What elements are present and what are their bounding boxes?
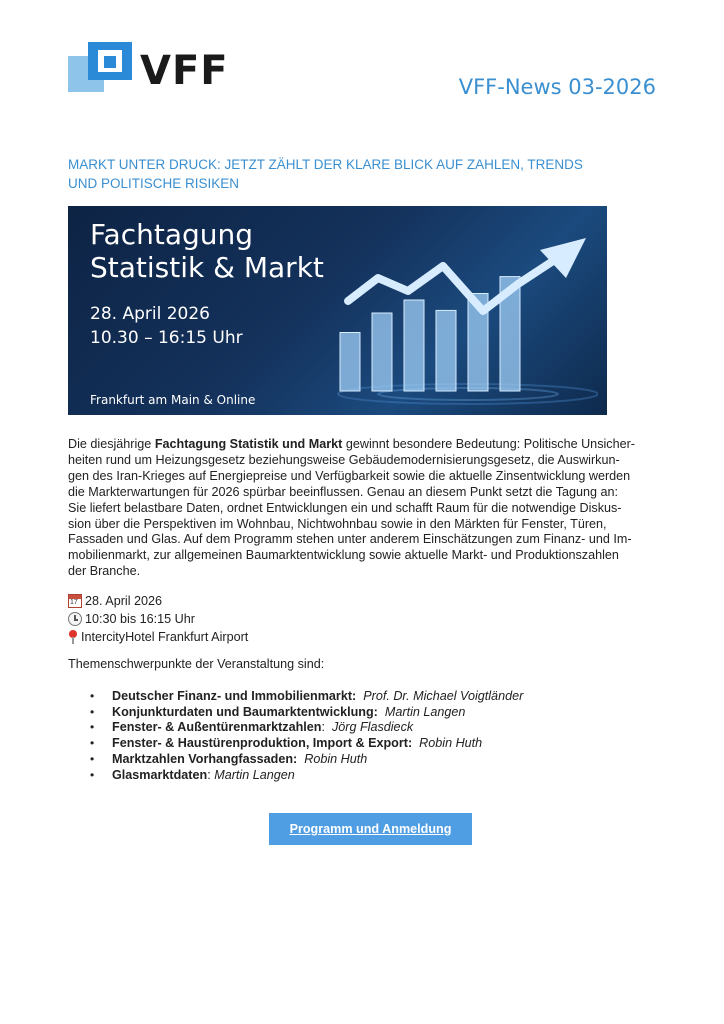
list-item [90, 752, 523, 768]
topic-speaker: Robin Huth [419, 736, 483, 751]
fact-date-text: 28. April 2026 [85, 594, 163, 608]
topic-separator: : [207, 767, 211, 782]
news-number: VFF-News 03-2026 [458, 75, 656, 99]
intro-pre: Die diesjährige [68, 437, 155, 451]
topic-speaker: Robin Huth [304, 751, 368, 766]
intro-paragraph [68, 437, 658, 580]
list-item [90, 705, 523, 721]
topic-title: Marktzahlen Vorhangfassaden: [112, 751, 298, 766]
banner-chart-graphic [318, 226, 598, 406]
banner-datetime [90, 302, 243, 350]
topic-speaker: Martin Langen [384, 704, 466, 719]
themen-intro: Themenschwerpunkte der Veranstaltung sind: [68, 657, 325, 671]
clock-icon [68, 612, 82, 626]
banner-bar [436, 310, 456, 391]
banner-time: 10.30 – 16:15 Uhr [90, 328, 243, 348]
logo-wordmark: VFF [140, 48, 229, 94]
headline [68, 155, 588, 193]
intro-line: heiten rund um Heizungsgesetz beziehungsweise Gebäudemodernisierungsgesetz, die Auswirkun- [68, 452, 620, 467]
banner-bar [372, 313, 392, 391]
intro-line: Fassaden und Glas. Auf dem Programm stehen unter anderem Einschätzungen zum Finanz- und Im- [68, 532, 632, 547]
banner-title-line-1: Fachtagung [90, 218, 254, 251]
banner-place: Frankfurt am Main & Online [90, 393, 256, 407]
intro-line: Sie liefert belastbare Daten, ordnet Entwicklungen ein und schafft Raum für die notwendige Diskus- [68, 500, 622, 515]
program-registration-button[interactable]: Programm und Anmeldung [269, 813, 472, 845]
intro-line: mobilienmarkt, zur allgemeinen Baumarktentwicklung sowie aktuelle Markt- und Produktionszahlen [68, 548, 619, 563]
list-item [90, 768, 523, 784]
topic-title: Glasmarktdaten [112, 767, 208, 782]
intro-line: sion über die Perspektiven im Wohnbau, Nichtwohnbau sowie in den Märkten für Fenster, Türen, [68, 516, 607, 531]
banner-bar [340, 333, 360, 392]
intro-line [68, 437, 658, 453]
list-item [90, 720, 523, 736]
trend-arrow-line [348, 261, 553, 311]
headline-line-1: MARKT UNTER DRUCK: JETZT ZÄHLT DER KLARE BLICK AUF ZAHLEN, TRENDS [68, 157, 583, 172]
topic-speaker: Jörg Flasdieck [331, 720, 414, 735]
event-facts [68, 592, 248, 646]
list-item [90, 736, 523, 752]
intro-line: gen des Iran-Krieges auf Energiepreise und Verfügbarkeit sowie die aktuelle Zinsentwicklung werden [68, 468, 631, 483]
topic-speaker: Martin Langen [214, 767, 295, 782]
banner-title [90, 218, 324, 284]
topic-title: Konjunkturdaten und Baumarktentwicklung: [112, 704, 378, 719]
calendar-icon [68, 594, 82, 608]
banner-title-line-2: Statistik & Markt [90, 251, 324, 284]
intro-line: die Markterwartungen für 2026 spürbar beeinflussen. Genau an diesem Punkt setzt die Tagung an: [68, 484, 619, 499]
topic-title: Fenster- & Außentürenmarktzahlen [112, 720, 322, 735]
intro-line: der Branche. [68, 564, 141, 579]
banner-date: 28. April 2026 [90, 304, 210, 324]
topic-list [90, 689, 523, 783]
topic-title: Deutscher Finanz- und Immobilienmarkt: [112, 689, 357, 703]
banner-bar [404, 300, 424, 391]
fact-location [68, 628, 248, 646]
topic-title: Fenster- & Haustürenproduktion, Import & Export: [112, 736, 413, 751]
fact-date [68, 592, 248, 610]
topic-speaker: Prof. Dr. Michael Voigtländer [363, 689, 524, 703]
fact-location-text: IntercityHotel Frankfurt Airport [81, 630, 249, 644]
trend-arrow-head [540, 238, 586, 278]
headline-line-2: UND POLITISCHE RISIKEN [68, 176, 240, 191]
fact-time-text: 10:30 bis 16:15 Uhr [85, 612, 195, 626]
topic-separator: : [321, 720, 325, 735]
intro-bold: Fachtagung Statistik und Markt [154, 437, 343, 451]
intro-line-text: gewinnt besondere Bedeutung: Politische Unsicher- [342, 437, 635, 451]
fact-time [68, 610, 248, 628]
pin-icon [68, 630, 78, 644]
list-item [90, 689, 523, 705]
vff-logo [68, 42, 228, 98]
event-banner[interactable] [68, 206, 607, 415]
logo-square-dot [104, 56, 116, 68]
